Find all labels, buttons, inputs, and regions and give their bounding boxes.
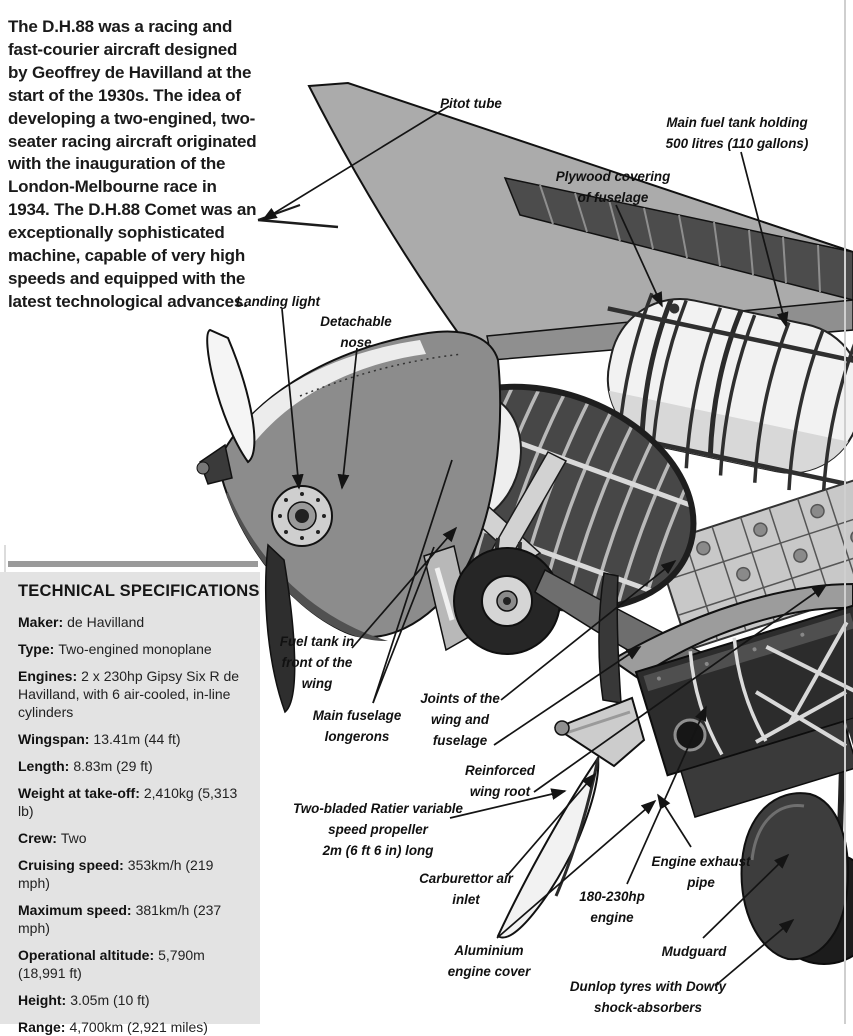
spec-length: Length: 8.83m (29 ft) — [18, 758, 153, 774]
label-pitot-tube: Pitot tube — [440, 96, 502, 111]
engine-port — [675, 720, 705, 750]
label-dunlop-tyres: Dunlop tyres with Dowty shock-absorbers — [569, 979, 727, 1015]
spec-cruising-speed: Cruising speed: 353km/h (219 mph) — [18, 857, 214, 891]
landing-light-disc — [272, 486, 332, 546]
spec-maker: Maker: de Havilland — [18, 614, 145, 630]
spec-height: Height: 3.05m (10 ft) — [18, 992, 150, 1008]
label-main-fuel-tank: Main fuel tank holding 500 litres (110 gallons) — [665, 115, 809, 151]
intro-paragraph: The D.H.88 was a racing and fast-courier aircraft designed by Geoffrey de Havilland at the start of the 1930s. The idea of developing a two-engined, two-seater racing aircraft originated with the inauguration of the London-Melbourne race in 1934. The D.H.88 Comet was an exceptionally sophisticated machine, capable of very high speeds and equipped with the latest technological advances. — [8, 17, 257, 311]
technical-specifications-box — [0, 572, 260, 1035]
label-joints-wing-fuselage: Joints of the wing and fuselage — [420, 691, 500, 748]
spec-box-rule — [8, 561, 258, 567]
spec-wingspan: Wingspan: 13.41m (44 ft) — [18, 731, 181, 747]
label-aluminium-engine-cover: Aluminium engine cover — [447, 943, 531, 979]
spec-engines: Engines: 2 x 230hp Gipsy Six R de Havilland, with 6 air-cooled, in-line cylinders — [18, 668, 240, 720]
spec-operational-altitude: Operational altitude: 5,790m (18,991 ft) — [18, 947, 205, 981]
spec-crew: Crew: Two — [18, 830, 87, 846]
rear-propeller-upper-blade — [599, 573, 621, 703]
label-main-fuselage-longerons: Main fuselage longerons — [312, 708, 402, 744]
spec-box-title: TECHNICAL SPECIFICATIONS — [18, 582, 260, 600]
label-fuel-tank-front: Fuel tank in front of the wing — [279, 634, 355, 691]
label-mudguard: Mudguard — [661, 944, 727, 959]
spec-weight: Weight at take-off: 2,410kg (5,313 lb) — [18, 785, 238, 819]
spec-type: Type: Two-engined monoplane — [18, 641, 212, 657]
label-reinforced-wing-root: Reinforced wing root — [465, 763, 535, 799]
label-plywood-covering: Plywood covering of fuselage — [555, 169, 671, 205]
label-landing-light: Landing light — [235, 294, 321, 309]
label-engine-180-230hp: 180-230hp engine — [579, 889, 645, 925]
label-carburettor-air-inlet: Carburettor air inlet — [419, 871, 513, 907]
label-engine-exhaust-pipe: Engine exhaust pipe — [651, 854, 751, 890]
label-ratier-propeller: Two-bladed Ratier variable speed propeller 2m (6 ft 6 in) long — [293, 801, 463, 858]
page-scan-edge — [844, 0, 846, 1024]
mudguard-shape — [742, 793, 848, 959]
label-detachable-nose: Detachable nose — [320, 314, 392, 350]
spec-maximum-speed: Maximum speed: 381km/h (237 mph) — [18, 902, 222, 936]
spec-range: Range: 4,700km (2,921 miles) — [18, 1019, 208, 1035]
